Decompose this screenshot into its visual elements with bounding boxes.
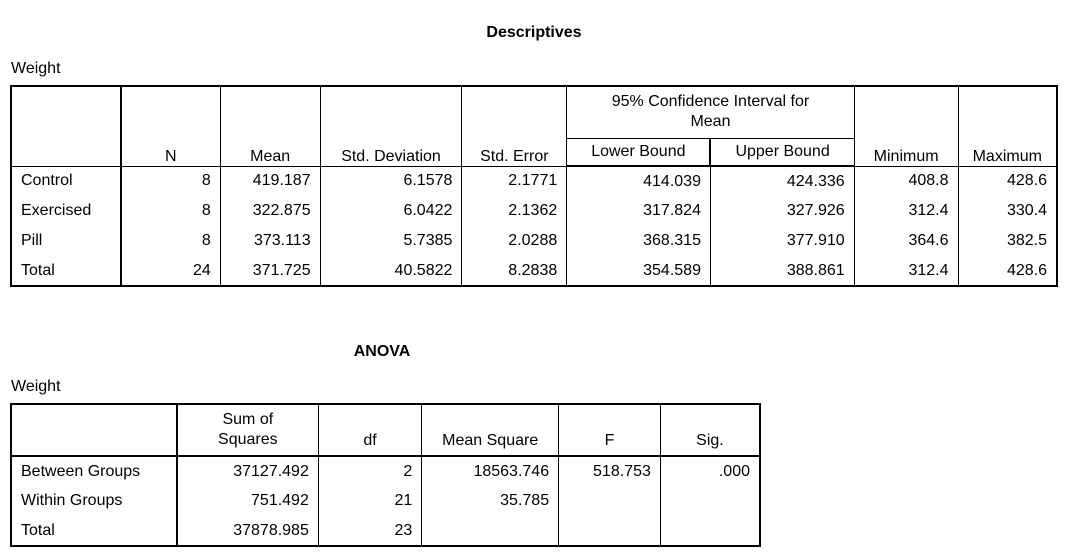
cell-upper-bound: 388.861 — [710, 256, 854, 286]
row-label: Within Groups — [11, 486, 177, 516]
cell-mean: 419.187 — [220, 166, 320, 196]
cell-upper-bound: 424.336 — [710, 166, 854, 196]
cell-std-deviation: 40.5822 — [320, 256, 462, 286]
cell-std-deviation: 6.1578 — [320, 166, 462, 196]
cell-f — [559, 516, 661, 546]
row-label: Between Groups — [11, 456, 177, 486]
cell-maximum: 382.5 — [958, 226, 1057, 256]
header-std-deviation: Std. Deviation — [320, 86, 462, 166]
row-label: Total — [11, 516, 177, 546]
row-label: Total — [11, 256, 121, 286]
header-confidence-interval — [567, 86, 854, 138]
anova-corner-cell — [11, 404, 177, 456]
table-row — [11, 256, 1057, 286]
cell-std-deviation: 5.7385 — [320, 226, 462, 256]
header-upper-bound: Upper Bound — [710, 138, 854, 166]
descriptives-dependent-label: Weight — [11, 60, 61, 77]
cell-std-deviation: 6.0422 — [320, 196, 462, 226]
cell-f: 518.753 — [559, 456, 661, 486]
header-mean-square: Mean Square — [422, 404, 559, 456]
cell-minimum: 312.4 — [854, 256, 958, 286]
cell-mean-square: 18563.746 — [422, 456, 559, 486]
cell-mean: 373.113 — [220, 226, 320, 256]
cell-sig — [660, 516, 760, 546]
cell-minimum: 312.4 — [854, 196, 958, 226]
table-row — [11, 516, 760, 546]
cell-minimum: 364.6 — [854, 226, 958, 256]
cell-std-error: 2.0288 — [462, 226, 567, 256]
ss-header-line1: Sum of — [222, 411, 274, 428]
cell-sum-of-squares: 37878.985 — [177, 516, 319, 546]
cell-upper-bound: 377.910 — [710, 226, 854, 256]
descriptives-corner-cell — [11, 86, 121, 166]
header-maximum: Maximum — [958, 86, 1057, 166]
header-df: df — [318, 404, 421, 456]
cell-mean: 322.875 — [220, 196, 320, 226]
cell-n: 24 — [121, 256, 220, 286]
header-n: N — [121, 86, 220, 166]
ci-header-line2: Mean — [690, 113, 731, 131]
table-row — [11, 486, 760, 516]
table-row — [11, 226, 1057, 256]
cell-maximum: 428.6 — [958, 166, 1057, 196]
cell-sum-of-squares: 37127.492 — [177, 456, 319, 486]
header-minimum: Minimum — [854, 86, 958, 166]
table-row — [11, 196, 1057, 226]
cell-std-error: 8.2838 — [462, 256, 567, 286]
anova-table — [10, 403, 761, 547]
anova-dependent-label: Weight — [11, 378, 61, 395]
anova-body — [11, 456, 760, 546]
cell-n: 8 — [121, 226, 220, 256]
table-row — [11, 456, 760, 486]
cell-df: 23 — [318, 516, 421, 546]
header-sum-of-squares — [177, 404, 319, 456]
descriptives-table — [10, 85, 1058, 287]
row-label: Pill — [11, 226, 121, 256]
header-std-error: Std. Error — [462, 86, 567, 166]
descriptives-title: Descriptives — [486, 24, 582, 41]
descriptives-body — [11, 166, 1057, 286]
cell-n: 8 — [121, 196, 220, 226]
cell-lower-bound: 368.315 — [567, 226, 711, 256]
cell-std-error: 2.1771 — [462, 166, 567, 196]
header-mean: Mean — [220, 86, 320, 166]
cell-lower-bound: 354.589 — [567, 256, 711, 286]
cell-sum-of-squares: 751.492 — [177, 486, 319, 516]
cell-mean-square: 35.785 — [422, 486, 559, 516]
cell-upper-bound: 327.926 — [710, 196, 854, 226]
cell-maximum: 428.6 — [958, 256, 1057, 286]
cell-mean: 371.725 — [220, 256, 320, 286]
anova-title: ANOVA — [353, 343, 411, 360]
cell-minimum: 408.8 — [854, 166, 958, 196]
row-label: Control — [11, 166, 121, 196]
cell-df: 21 — [318, 486, 421, 516]
cell-df: 2 — [318, 456, 421, 486]
cell-sig — [660, 486, 760, 516]
row-label: Exercised — [11, 196, 121, 226]
header-sig: Sig. — [660, 404, 760, 456]
cell-n: 8 — [121, 166, 220, 196]
cell-maximum: 330.4 — [958, 196, 1057, 226]
ci-header-line1: 95% Confidence Interval for — [611, 93, 810, 111]
header-f: F — [559, 404, 661, 456]
header-lower-bound: Lower Bound — [567, 138, 711, 166]
cell-mean-square — [422, 516, 559, 546]
cell-std-error: 2.1362 — [462, 196, 567, 226]
cell-lower-bound: 317.824 — [567, 196, 711, 226]
cell-f — [559, 486, 661, 516]
table-row — [11, 166, 1057, 196]
cell-lower-bound: 414.039 — [567, 166, 711, 196]
cell-sig: .000 — [660, 456, 760, 486]
ss-header-line2: Squares — [218, 431, 278, 448]
